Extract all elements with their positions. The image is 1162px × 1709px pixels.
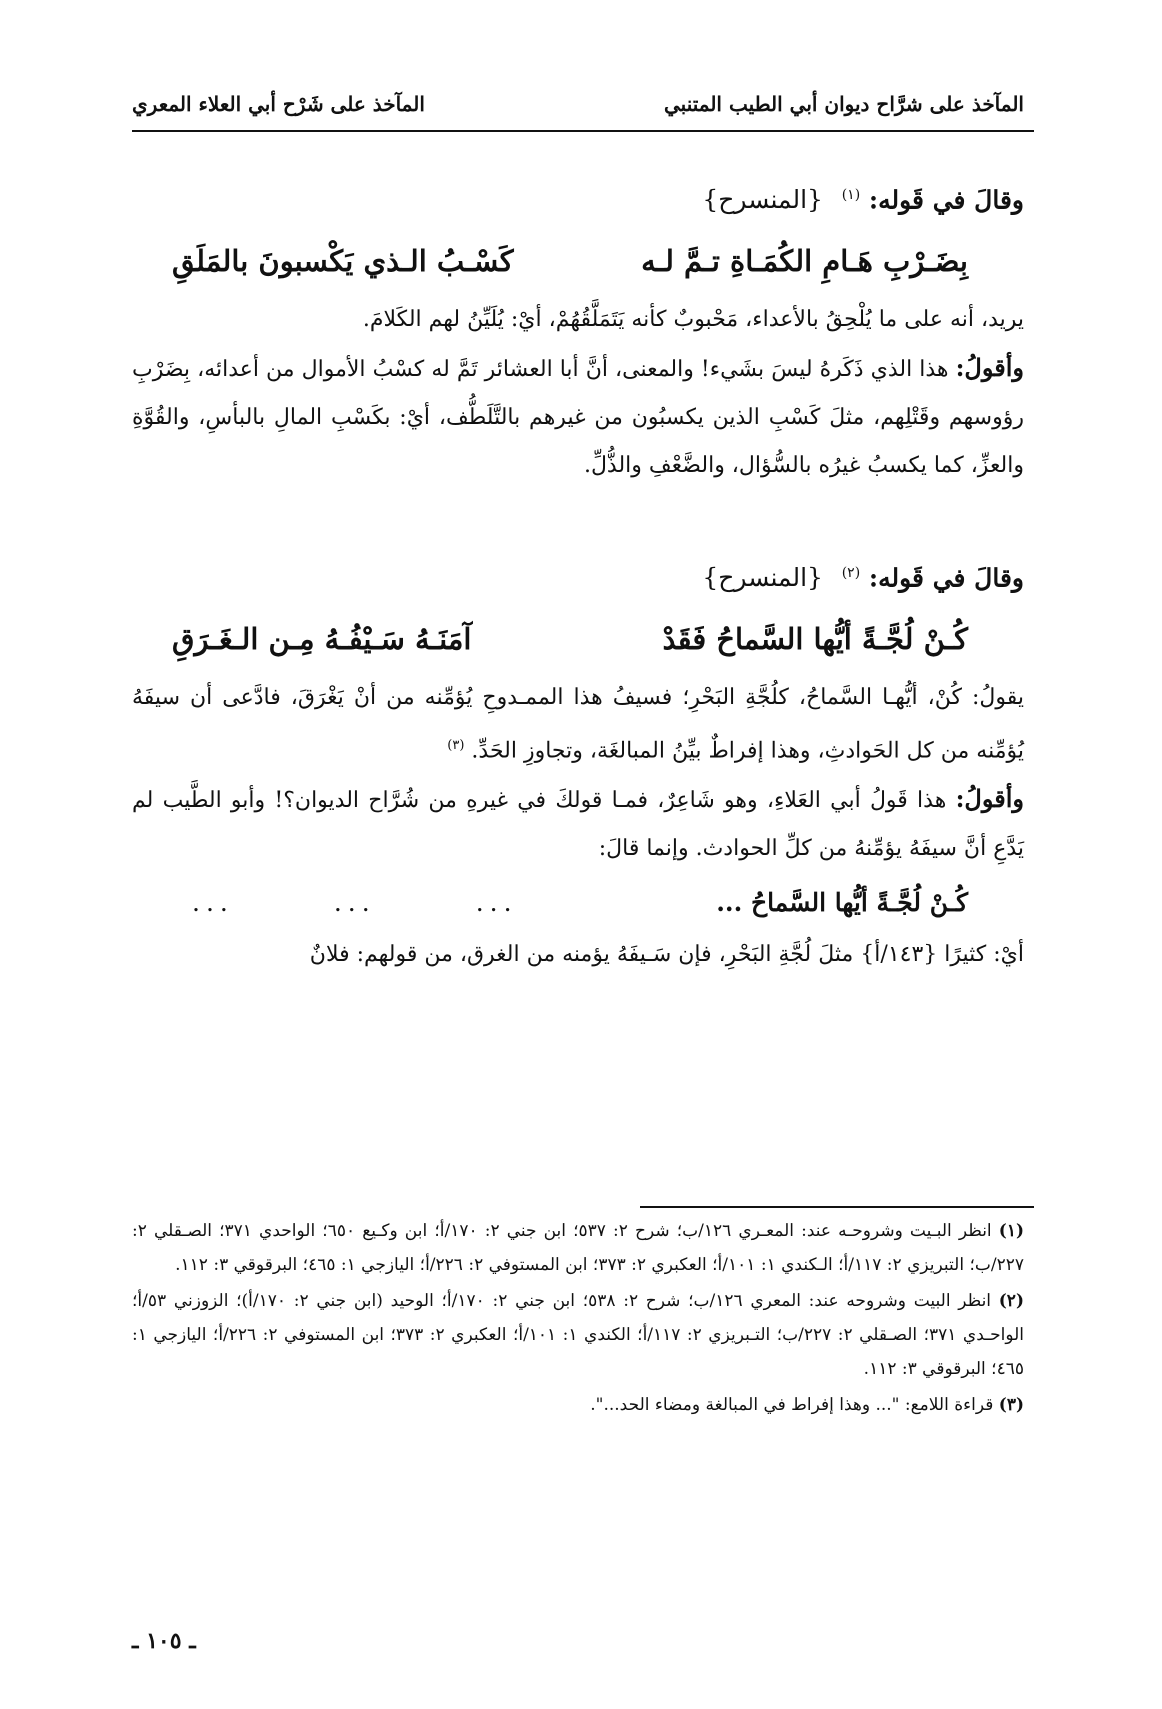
- footnote-text: انظر البيت وشروحه عند: المعري ١٢٦/ب؛ شرح ٢: ٥٣٨؛ ابن جني ٢: ١٧٠/أ؛ الوحيد (ابن جني ٢: ١٧٠/أ)؛ الزوزني ٥٣/أ؛ الواحـدي ٣٧١؛ الصـقلي ٢: ٢٢٧/ب؛ التـبريزي ٢: ١١٧/أ؛ الكندي ١: ١٠١/أ؛ العكبري ٢: ٣٧٣؛ ابن المستوفي ٢: ٢٢٦/أ؛ اليازجي ١: ٤٦٥؛ البرقوقي ٣: ١١٢.: [132, 1291, 1025, 1379]
- section2-intro: [132, 550, 1024, 596]
- rebuttal-lead: وأقولُ:: [955, 353, 1024, 382]
- section1-intro: [132, 172, 1024, 218]
- footnote-number: (٣): [998, 1395, 1024, 1415]
- section2-continuation: أيْ: كثيرًا {١٤٣/أ} مثلَ لُجَّةِ البَحْرِ، فإن سَـيفَهُ يؤمنه من الغرق، من قولهم: فلانٌ: [309, 942, 1024, 968]
- rebuttal-text: هذا الذي ذَكَرهُ ليسَ بشَيء! والمعنى، أنَّ أبا العشائر تَمَّ له كسْبُ الأموال من أعدائه، بِضَرْبِ رؤوسهم وقَتْلِهم، مثلَ كَسْبِ الذين يكسبُون من غيرهم بالتَّلَطُّف، أيْ: بكَسْبِ المالِ بالبأسِ، والقُوَّةِ والعزِّ، كما يكسبُ غيرُه بالسُّؤال، والضَّعْفِ والذُّلِّ.: [132, 357, 1024, 478]
- footnote-text: انظر البـيت وشروحـه عند: المعـري ١٢٦/ب؛ شرح ٢: ٥٣٧؛ ابن جني ٢: ١٧٠/أ؛ ابن وكـيع ٦٥٠؛ الواحدي ٣٧١؛ الصـقلي ٢: ٢٢٧/ب؛ التبريزي ٢: ١١٧/أ؛ الـكندي ١: ١٠١/أ؛ العكبري ٢: ٣٧٣؛ ابن المستوفي ٢: ٢٢٦/أ؛ اليازجي ١: ٤٦٥؛ البرقوقي ٣: ١١٢.: [132, 1221, 1024, 1275]
- footnote-number: (١): [998, 1221, 1025, 1241]
- header-rule: [132, 130, 1034, 132]
- running-header: [132, 84, 1024, 124]
- section1-explanation: يريد، أنه على ما يُلْحِقُ بالأعداء، مَحْبوبٌ كأنه يَتَمَلَّقُهُمْ، أيْ: يُلَيِّنُ لهم الكَلامَ.: [362, 307, 1024, 332]
- header-book-title: المآخذ على شرَّاح ديوان أبي الطيب المتنبي: [664, 92, 1024, 116]
- verse-first-hemistich: كُـنْ لُجَّـةً أيُّها السَّماحُ فَقَدْ: [662, 622, 968, 656]
- meter-label: {المنسرح}: [702, 185, 823, 215]
- intro-text: وقالَ في قَوله:: [868, 185, 1024, 215]
- rebuttal-lead: وأقولُ:: [955, 784, 1024, 814]
- verse-second-hemistich: آمَنَـهُ سَـيْفُـهُ مِـن الـغَـرَقِ: [172, 622, 472, 656]
- ellipsis: ...: [192, 887, 234, 917]
- footnote-ref: (٣): [447, 738, 465, 753]
- explanation-text: يقولُ: كُنْ، أيُّهـا السَّماحُ، كلُجَّةِ البَحْرِ؛ فسيفُ هذا الممـدوحِ يُؤمِّنه من أنْ يَغْرَقَ، فادَّعى أن سيفَهُ يُؤمِّنه من كل الحَوادثِ، وهذا إفراطٌ بيِّنُ المبالغَة، وتجاوزِ الحَدِّ.: [132, 685, 1024, 764]
- rebuttal-text: هذا قَولُ أبي العَلاءِ، وهو شَاعِرٌ، فمـا قولكَ في غيرهِ من شُرَّاح الديوان؟! وأبو الطَّيب لم يَدَّعِ أنَّ سيفَهُ يؤمِّنهُ من كلِّ الحوادث. وإنما قالَ:: [132, 788, 1024, 862]
- page-number: ـ ١٠٥ ـ: [132, 1628, 196, 1654]
- quoted-verse-line: [132, 873, 1024, 931]
- footnote-ref: (١): [841, 187, 861, 203]
- meter-label: {المنسرح}: [702, 563, 823, 593]
- section1-rebuttal: [132, 344, 1024, 490]
- footnote-2: [132, 1284, 1024, 1386]
- elided-hemistich: [192, 888, 518, 917]
- footnote-3: [132, 1388, 1024, 1422]
- section2-verse: [132, 610, 1024, 668]
- verse-first-hemistich: بِضَـرْبِ هَـامِ الكُمَـاةِ تـمَّ لـه: [641, 244, 968, 278]
- ellipsis: ...: [333, 887, 376, 917]
- footnote-rule: [640, 1206, 1034, 1208]
- footnotes: [132, 1214, 1024, 1424]
- main-text: [132, 172, 1024, 979]
- quoted-verse: كُـنْ لُجَّـةً أيُّها السَّماحُ ...: [716, 887, 968, 917]
- section1-verse: [132, 232, 1024, 290]
- footnote-ref: (٢): [841, 565, 861, 581]
- ellipsis: ...: [475, 887, 518, 917]
- footnote-number: (٢): [998, 1291, 1024, 1311]
- footnote-1: [132, 1214, 1024, 1282]
- intro-text: وقالَ في قَوله:: [868, 563, 1024, 593]
- verse-second-hemistich: كَسْـبُ الـذي يَكْسبونَ بالمَلَقِ: [172, 244, 514, 278]
- footnote-text: قراءة اللامع: "... وهذا إفراط في المبالغة ومضاء الحد...".: [590, 1395, 994, 1415]
- section2-rebuttal: [132, 775, 1024, 873]
- section-spacer: [132, 490, 1024, 550]
- section2-explanation: [132, 674, 1024, 775]
- header-section-title: المآخذ على شَرْح أبي العلاء المعري: [132, 92, 425, 116]
